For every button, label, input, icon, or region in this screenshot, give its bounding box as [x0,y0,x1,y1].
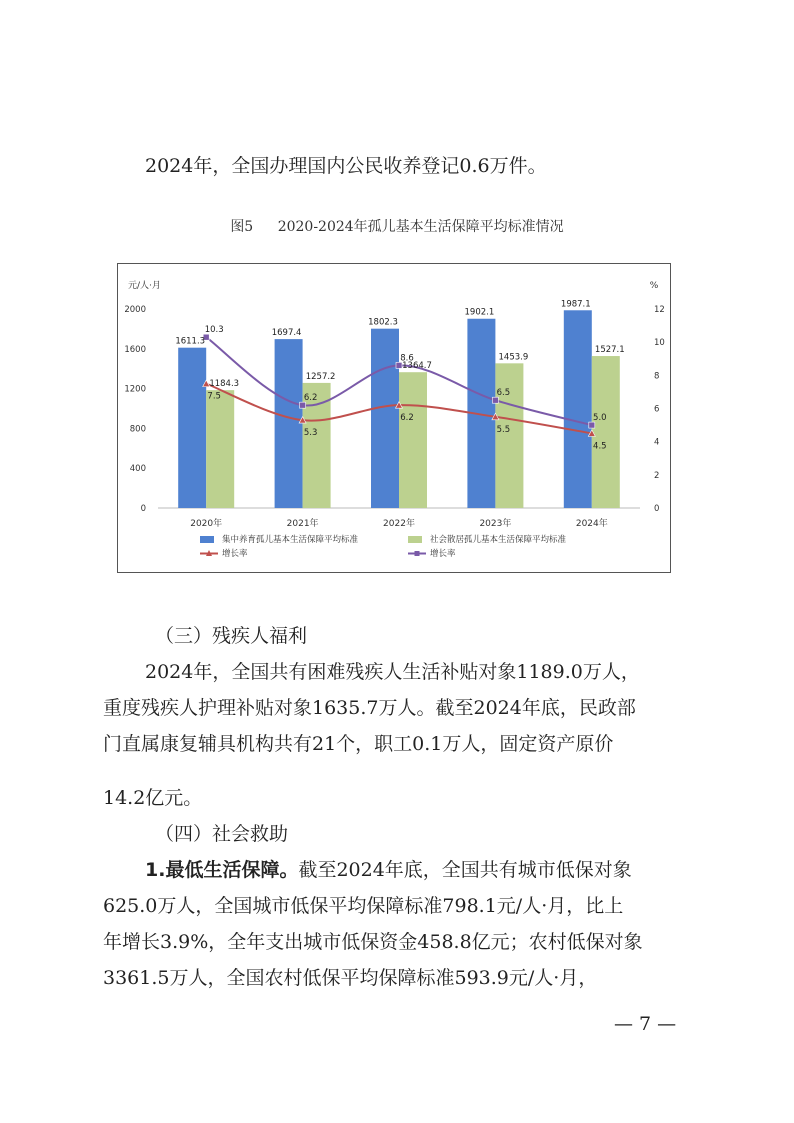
x-tick-label: 2024年 [575,519,608,529]
y-tick-left: 400 [129,464,146,475]
intro-paragraph: 2024年，全国办理国内公民收养登记0.6万件。 [145,155,547,177]
legend-swatch [408,536,422,543]
section3-line-1: 2024年，全国共有困难残疾人生活补贴对象1189.0万人， [145,661,640,683]
y-tick-left: 800 [129,424,146,435]
y-tick-right: 6 [654,404,660,415]
y-tick-right: 0 [654,504,660,514]
x-tick-label: 2022年 [383,519,415,529]
section3-line-3: 门直属康复辅具机构共有21个，职工0.1万人，固定资产原价 [103,733,614,755]
y-tick-right: 10 [654,338,665,349]
bar-value-label: 1257.2 [305,371,336,382]
y-tick-right: 4 [654,437,660,448]
figure-number: 图5 [230,219,254,235]
section4-line-4: 3361.5万人，全国农村低保平均保障标准593.9元/人·月， [103,967,598,989]
bar-dispersed [206,390,234,508]
bar-value-label: 1987.1 [560,299,591,310]
chart-ylabel-right: % [649,281,659,291]
bar-value-label: 1902.1 [464,307,495,318]
growth-value-label: 6.5 [496,388,511,399]
section4-heading: （四）社会救助 [155,823,289,845]
y-tick-right: 12 [654,305,665,315]
x-tick-label: 2023年 [479,519,512,529]
growth-value-label: 5.0 [593,413,607,424]
growth-value-label: 4.5 [593,441,607,452]
chart-svg [118,264,670,572]
legend-label: 增长率 [430,549,456,559]
bar-value-label: 1453.9 [498,352,529,363]
bar-value-label: 1184.3 [209,379,240,390]
page-number: — 7 — [614,1013,677,1035]
section3-heading: （三）残疾人福利 [155,625,308,647]
section4-line-3: 年增长3.9%，全年支出城市低保资金458.8亿元；农村低保对象 [103,931,643,953]
y-tick-left: 1600 [124,344,146,355]
bar-value-label: 1802.3 [368,317,398,328]
legend-swatch [200,536,214,543]
growth-value-label: 8.6 [400,353,414,364]
y-tick-right: 2 [654,470,660,481]
growth-value-label: 7.5 [207,391,221,402]
growth-value-label: 5.5 [496,424,511,435]
x-tick-label: 2020年 [190,519,223,529]
section4-line-1 [145,852,632,888]
growth-value-label: 10.3 [204,325,224,336]
bar-centralized [275,339,303,508]
legend-marker [415,551,420,556]
x-tick-label: 2021年 [286,519,319,529]
section3-line-4: 14.2亿元。 [103,787,203,809]
bar-centralized [564,310,592,508]
bar-centralized [178,348,206,508]
bar-centralized [371,329,399,508]
bar-dispersed [495,363,523,508]
growth-value-label: 6.2 [303,393,318,404]
figure-title: 2020-2024年孤儿基本生活保障平均标准情况 [277,219,564,235]
item1-first-line: 截至2024年底，全国共有城市低保对象 [298,859,632,881]
y-tick-left: 1200 [124,384,146,395]
legend-label: 社会散居孤儿基本生活保障平均标准 [430,535,567,545]
chart-container [117,263,671,573]
bar-value-label: 1611.3 [175,336,206,347]
y-tick-left: 2000 [124,305,146,315]
bar-value-label: 1527.1 [594,345,625,356]
figure-caption [0,216,794,236]
y-tick-right: 8 [654,371,660,382]
bar-value-label: 1697.4 [271,328,302,339]
item1-title: 1.最低生活保障。 [145,859,299,881]
bar-dispersed [592,356,620,508]
legend-label: 增长率 [222,549,248,559]
legend-label: 集中养育孤儿基本生活保障平均标准 [222,535,359,545]
section4-line-2: 625.0万人，全国城市低保平均保障标准798.1元/人·月，比上 [103,895,624,917]
chart-ylabel-left: 元/人·月 [128,281,161,291]
bar-value-label: 1364.7 [402,361,432,372]
section3-line-2: 重度残疾人护理补贴对象1635.7万人。截至2024年底，民政部 [103,697,636,719]
y-tick-left: 0 [140,504,146,514]
growth-value-label: 6.2 [400,413,414,424]
bar-dispersed [399,372,427,508]
growth-value-label: 5.3 [303,428,318,439]
